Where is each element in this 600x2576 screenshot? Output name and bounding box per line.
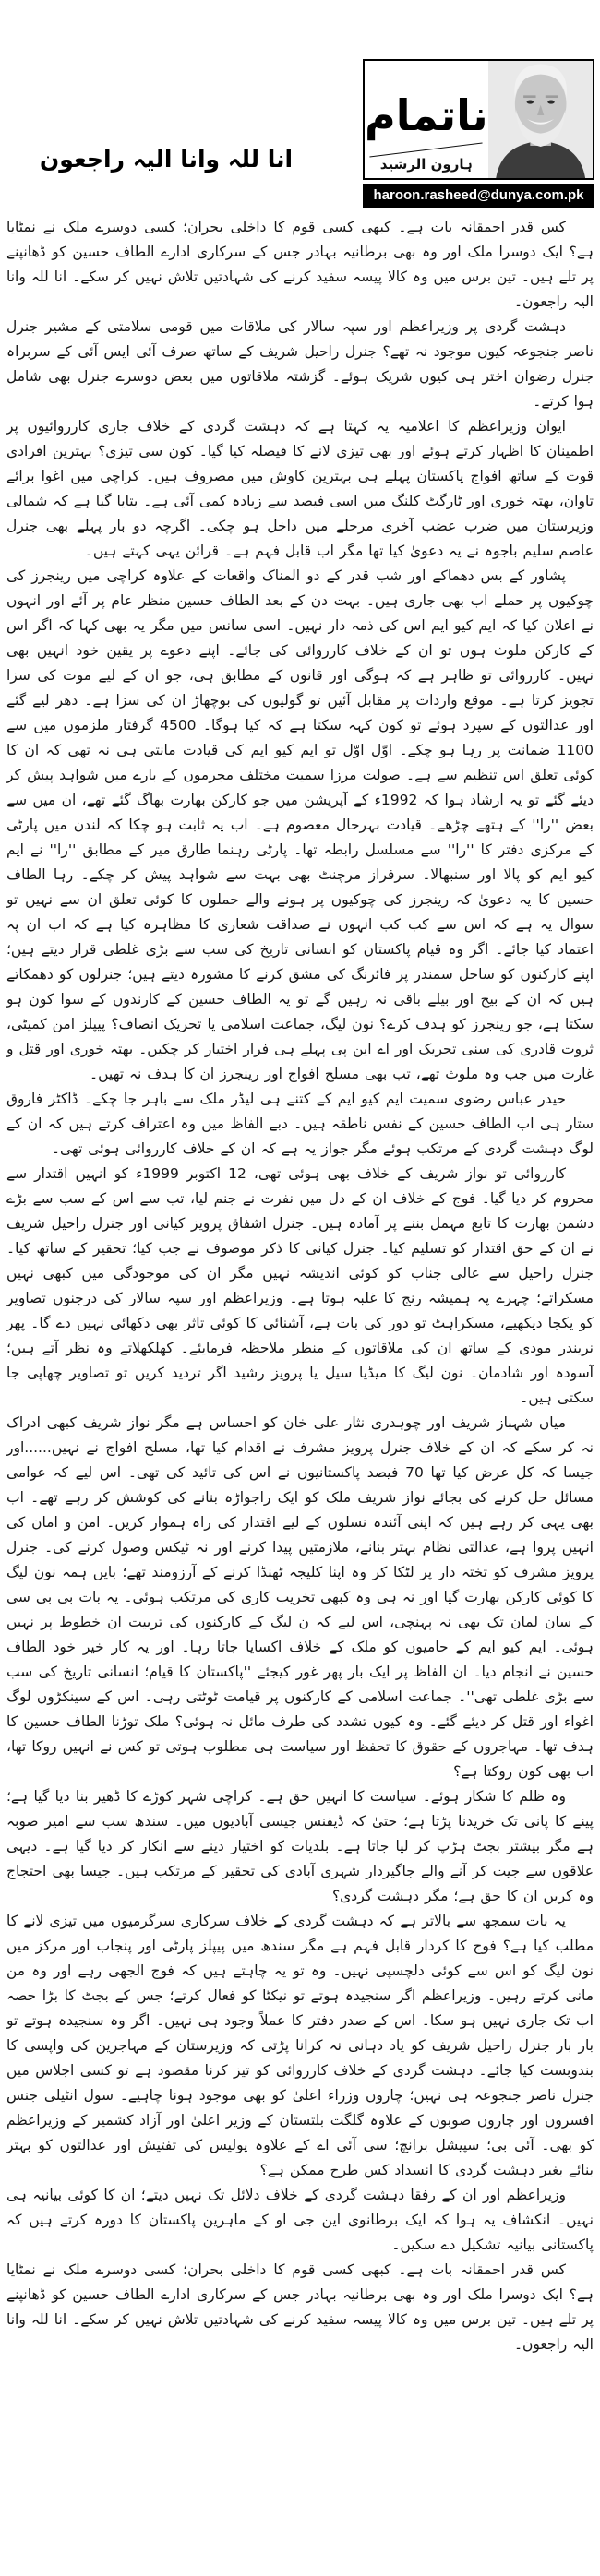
column-title: ناتمام (365, 90, 488, 140)
article-paragraph: کس قدر احمقانہ بات ہے۔ کبھی کسی قوم کا داخلی بحران؛ کسی دوسرے ملک نے نمٹایا ہے؟ ایک دوسرا ملک اور وہ بھی برطانیہ بہادر جس کے سرکاری ادارے الطاف حسین کو ڈھانپنے پر تلے ہیں۔ تین برس میں وہ کالا پیسہ سفید کرنے کی شہادتیں تلاش نہیں کر سکے۔ انا للہ وانا الیہ راجعون۔ (6, 2261, 594, 2353)
masthead-title-area (365, 61, 488, 178)
article-paragraph: یہ بات سمجھ سے بالاتر ہے کہ دہشت گردی کے خلاف سرکاری سرگرمیوں میں تیزی لانے کا مطلب کیا ہے؟ فوج کا کردار قابل فہم ہے مگر سندھ میں پیپلز پارٹی اور پنجاب اور مرکز میں نون لیگ کو اس سے کوئی دلچسپی نہیں۔ وہ تو یہ چاہتے ہیں کہ فوج الجھی رہے اور وہ من مانی کرتے رہیں۔ وزیراعظم اگر سنجیدہ ہوتے تو نیکٹا کو فعال کرتے؛ جس کے بجٹ کا بڑا حصہ اب تک جاری نہیں ہو سکا۔ اس کے صدر دفتر کا عملاً وجود ہی نہیں۔ اگر وہ سنجیدہ ہوتے تو بار بار جنرل راحیل شریف کو یاد دہانی نہ کرانا پڑتی کہ وزیرستان کے مہاجرین کی واپسی کا بندوبست کیا جائے۔ دہشت گردی کے خلاف کارروائی کو تیز کرنا مقصود ہے تو کسی اجلاس میں جنرل ناصر جنجوعہ ہی نہیں؛ چاروں وزراء اعلیٰ کو بھی موجود ہونا چاہیے۔ سول انٹیلی جنس افسروں اور چاروں صوبوں کے علاوہ گلگت بلتستان کے وزیر اعلیٰ اور آزاد کشمیر کے وزیراعظم کو بھی۔ آئی بی؛ سپیشل برانچ؛ سی آئی اے کے علاوہ پولیس کی تفتیش اور عدالتوں کو بہتر بنائے بغیر دہشت گردی کا انسداد کس طرح ممکن ہے؟ (6, 1913, 594, 2178)
article-paragraph: ایوان وزیراعظم کا اعلامیہ یہ کہتا ہے کہ دہشت گردی کے خلاف جاری کارروائیوں پر اطمینان کا اظہار کرتے ہوئے اور بھی تیزی لانے کا فیصلہ کیا گیا۔ کون سی تیزی؟ بہترین افرادی قوت کے ساتھ افواج پاکستان پہلے ہی بہترین کاوش میں مصروف ہیں۔ کراچی میں اغوا برائے تاوان، بھتہ خوری اور ٹارگٹ کلنگ میں اسی فیصد سے زیادہ کمی آئی ہے۔ بتایا گیا ہے کہ شمالی وزیرستان میں ضرب عضب آخری مرحلے میں داخل ہو چکی۔ اگرچہ دو بار پہلے بھی جنرل عاصم سلیم باجوہ نے یہ دعویٰ کیا تھا مگر اب قابل فہم ہے۔ قرائن یہی کہتے ہیں۔ (6, 418, 594, 559)
author-email-bar: haroon.rasheed@dunya.com.pk (363, 184, 594, 208)
author-name: ہارون الرشید (379, 156, 473, 173)
article-body (6, 215, 594, 2357)
article-paragraph: دہشت گردی پر وزیراعظم اور سپہ سالار کی ملاقات میں قومی سلامتی کے مشیر جنرل ناصر جنجوعہ کیوں موجود نہ تھے؟ جنرل راحیل شریف کے ساتھ صرف آئی ایس آئی کے سربراہ جنرل رضوان اختر ہی کیوں شریک ہوئے۔ گزشتہ ملاقاتوں میں بعض دوسرے جنرل بھی شامل ہوا کرتے۔ (6, 318, 594, 410)
author-photo (488, 61, 593, 178)
article-paragraph: کس قدر احمقانہ بات ہے۔ کبھی کسی قوم کا داخلی بحران؛ کسی دوسرے ملک نے نمٹایا ہے؟ ایک دوسرا ملک اور وہ بھی برطانیہ بہادر جس کے سرکاری ادارے الطاف حسین کو ڈھانپنے پر تلے ہیں۔ تین برس میں وہ کالا پیسہ سفید کرنے کی شہادتیں تلاش نہیں کر سکے۔ انا للہ وانا الیہ راجعون۔ (6, 219, 594, 310)
article-paragraph: پشاور کے بس دھماکے اور شب قدر کے دو المناک واقعات کے علاوہ کراچی میں رینجرز کی چوکیوں پر حملے اب بھی جاری ہیں۔ بہت دن کے بعد الطاف حسین منظر عام پر آئے اور انہوں نے اعلان کیا کہ ایم کیو ایم اس کی ذمہ دار نہیں۔ اسی سانس میں مگر یہ بھی کہا کہ اگر اس کے کارکن ملوث ہوں تو ان کے خلاف کارروائی کی جائے۔ اپنے دعوے پر یقین خود انہیں بھی نہیں۔ کارروائی تو ظاہر ہے کہ ہوگی اور قانون کے مطابق ہی، جو ان کے لیے موت کی سزا تجویز کرتا ہے۔ موقع واردات پر مقابل آئیں تو گولیوں کی بوچھاڑ ان کی سزا ہے۔ دھر لیے گئے اور عدالتوں کے سپرد ہوئے تو کون کہہ سکتا ہے کہ کیا ہوگا۔ 4500 گرفتار ملزموں میں سے 1100 ضمانت پر رہا ہو چکے۔ اوّل اوّل تو ایم کیو ایم کی قیادت مانتی ہی نہ تھی کہ ان کا کوئی تعلق اس تنظیم سے ہے۔ صولت مرزا سمیت مختلف مجرموں کے بارے میں شواہد پیش کر دیئے گئے تو یہ ارشاد ہوا کہ 1992ء کے آپریشن میں جو کارکن بھارت بھاگ گئے تھے، ان میں سے بعض ''را'' کے ہتھے چڑھے۔ قیادت بہرحال معصوم ہے۔ اب یہ ثابت ہو چکا کہ لندن میں پارٹی کے مرکزی دفتر کا ''را'' سے مسلسل رابطہ تھا۔ پارٹی رہنما طارق میر کے مطابق ''را'' نے ایم کیو ایم کو پالا اور سنبھالا۔ سرفراز مرچنٹ بھی بہت سے شواہد پیش کر چکے۔ رہا الطاف حسین کا یہ دعویٰ کہ رینجرز کی چوکیوں پر ہونے والے حملوں کا کوئی تعلق ان سے نہیں تو سوال یہ ہے کہ اس سے کب کب انہوں نے صداقت شعاری کا مظاہرہ کیا ہے کہ اب ان پہ اعتماد کیا جائے۔ اگر وہ قیام پاکستان کو انسانی تاریخ کی سب سے بڑی غلطی قرار دیتے ہیں؛ اپنے کارکنوں کو ساحل سمندر پر فائرنگ کی مشق کرنے کا مشورہ دیتے ہیں؛ جنرلوں کو دھمکاتے ہیں کہ ان کے بیج اور بیلے باقی نہ رہیں گے تو یہ الطاف حسین کے کارندوں کے سوا کون ہو سکتا ہے، جو رینجرز کو ہدف کرے؟ نون لیگ، جماعت اسلامی یا تحریک انصاف؟ پیپلز امن کمیٹی، ثروت قادری کی سنی تحریک اور اے این پی پہلے ہی فرار اختیار کر چکیں۔ بھتہ خوری اور قتل و غارت میں جب وہ ملوث تھے، تب بھی مسلح افواج اور رینجرز ان کا ہدف نہ تھیں۔ (6, 567, 594, 1082)
masthead-box (363, 59, 594, 180)
article-headline: انا للہ وانا الیہ راجعون (39, 146, 294, 173)
article-paragraph: کارروائی تو نواز شریف کے خلاف بھی ہوئی تھی، 12 اکتوبر 1999ء کو انہیں اقتدار سے محروم کر دیا گیا۔ فوج کے خلاف ان کے دل میں نفرت نے جنم لیا، تب سے اس کے سب سے بڑے دشمن بھارت کا تابع مہمل بننے پر آمادہ ہیں۔ جنرل اشفاق پرویز کیانی اور جنرل راحیل شریف نے ان کے حق اقتدار کو تسلیم کیا۔ جنرل کیانی کا ذکر موصوف نے جب کیا؛ تحقیر کے ساتھ کیا۔ جنرل راحیل سے عالی جناب کو کوئی اندیشہ نہیں مگر ان کی موجودگی میں کبھی نہیں مسکراتے؛ چہرے پہ ہمیشہ رنج کا غلبہ ہوتا ہے۔ وزیراعظم اور سپہ سالار کی درجنوں تصاویر کو یکجا دیکھیے، مسکراہٹ تو دور کی بات ہے، آشنائی کا کوئی تاثر بھی دکھائی نہیں دے گا۔ پھر نریندر مودی کے ساتھ ان کی ملاقاتوں کے منظر ملاحظہ فرمایئے۔ کھلکھلاتے وہ نظر آتے ہیں؛ آسودہ اور شادمان۔ نون لیگ کا میڈیا سیل یا پرویز رشید اگر تردید کریں تو تصاویر چھاپی جا سکتی ہیں۔ (6, 1165, 594, 1406)
article-paragraph: وزیراعظم اور ان کے رفقا دہشت گردی کے خلاف دلائل تک نہیں دیتے؛ ان کا کوئی بیانیہ ہی نہیں۔ انکشاف یہ ہوا کہ ایک برطانوی این جی او کے ماہرین پاکستان کا دورہ کرتے ہیں کہ پاکستانی بیانیہ تشکیل دے سکیں۔ (6, 2187, 594, 2253)
article-paragraph: میاں شہباز شریف اور چوہدری نثار علی خان کو احساس ہے مگر نواز شریف کبھی ادراک نہ کر سکے کہ ان کے خلاف جنرل پرویز مشرف نے اقدام کیا تھا، مسلح افواج نے نہیں......اور جیسا کہ کل عرض کیا تھا 70 فیصد پاکستانیوں نے اس کی تائید کی تھی۔ اس لیے کہ عوامی مسائل حل کرنے کی بجائے نواز شریف ملک کو ایک راجواڑہ بنانے کی کوشش کر رہے تھے۔ اب بھی یہی کر رہے ہیں کہ اپنی آئندہ نسلوں کے لیے اقتدار کی راہ ہموار کریں۔ امن و امان کی انہیں پروا ہے، عدالتی نظام بہتر بنانے، ملازمتیں پیدا کرنے اور نہ ٹیکس وصول کرنے کی۔ جنرل پرویز مشرف کو تختہ دار پر لٹکا کر وہ اپنا کلیجہ ٹھنڈا کرنے کے آرزومند تھے؛ بایں ہمہ نون لیگ کا کوئی کارکن بھارت گیا اور نہ ہی وہ کبھی تخریب کاری کی مرتکب ہوئی۔ یہ بات بی بی سی کے سان لمان تک بھی نہ پہنچی، اس لیے کہ ن لیگ کے کارکنوں کی تربیت ان خطوط پر نہیں ہوئی۔ ایم کیو ایم کے حامیوں کو ملک کے خلاف اکسایا جاتا رہا۔ اور یہ کار خیر خود الطاف حسین نے انجام دیا۔ ان الفاظ پر ایک بار پھر غور کیجئے ''پاکستان کا قیام؛ انسانی تاریخ کی سب سے بڑی غلطی تھی''۔ جماعت اسلامی کے کارکنوں پر قیامت ٹوٹتی رہی۔ اس کے سینکڑوں لوگ اغواء اور قتل کر دیئے گئے۔ وہ کیوں تشدد کی طرف مائل نہ ہوئی؟ ملک توڑنا الطاف حسین کا ہدف تھا۔ مہاجروں کے حقوق کا تحفظ اور سیاست ہی مطلوب ہوتی تو کس نے انہیں روکا تھا، اب بھی کون روکتا ہے؟ (6, 1414, 594, 1780)
article-paragraph: وہ ظلم کا شکار ہوئے۔ سیاست کا انہیں حق ہے۔ کراچی شہر کوڑے کا ڈھیر بنا دیا گیا ہے؛ پینے کا پانی تک خریدنا پڑتا ہے؛ حتیٰ کہ ڈیفنس جیسی آبادیوں میں۔ سندھ سب سے امیر صوبہ ہے مگر بیشتر بجٹ ہڑپ کر لیا جاتا ہے۔ بلدیات کو اختیار دینے سے انکار کر دیا گیا ہے۔ دیہی علاقوں سے جیت کر آنے والے جاگیردار شہری آبادی کی تحقیر کے مرتکب ہیں۔ جیسا بھی احتجاج وہ کریں ان کا حق ہے؛ مگر دہشت گردی؟ (6, 1788, 594, 1904)
article-paragraph: حیدر عباس رضوی سمیت ایم کیو ایم کے کتنے ہی لیڈر ملک سے باہر جا چکے۔ ڈاکٹر فاروق ستار ہی اب الطاف حسین کے نفس ناطقہ ہیں۔ دبے الفاظ میں وہ اعتراف کرتے ہیں کہ ان کے لوگ دہشت گردی کے مرتکب ہوئے مگر جواز یہ ہے کہ ان کے خلاف کارروائی ہوئی تھی۔ (6, 1091, 594, 1157)
